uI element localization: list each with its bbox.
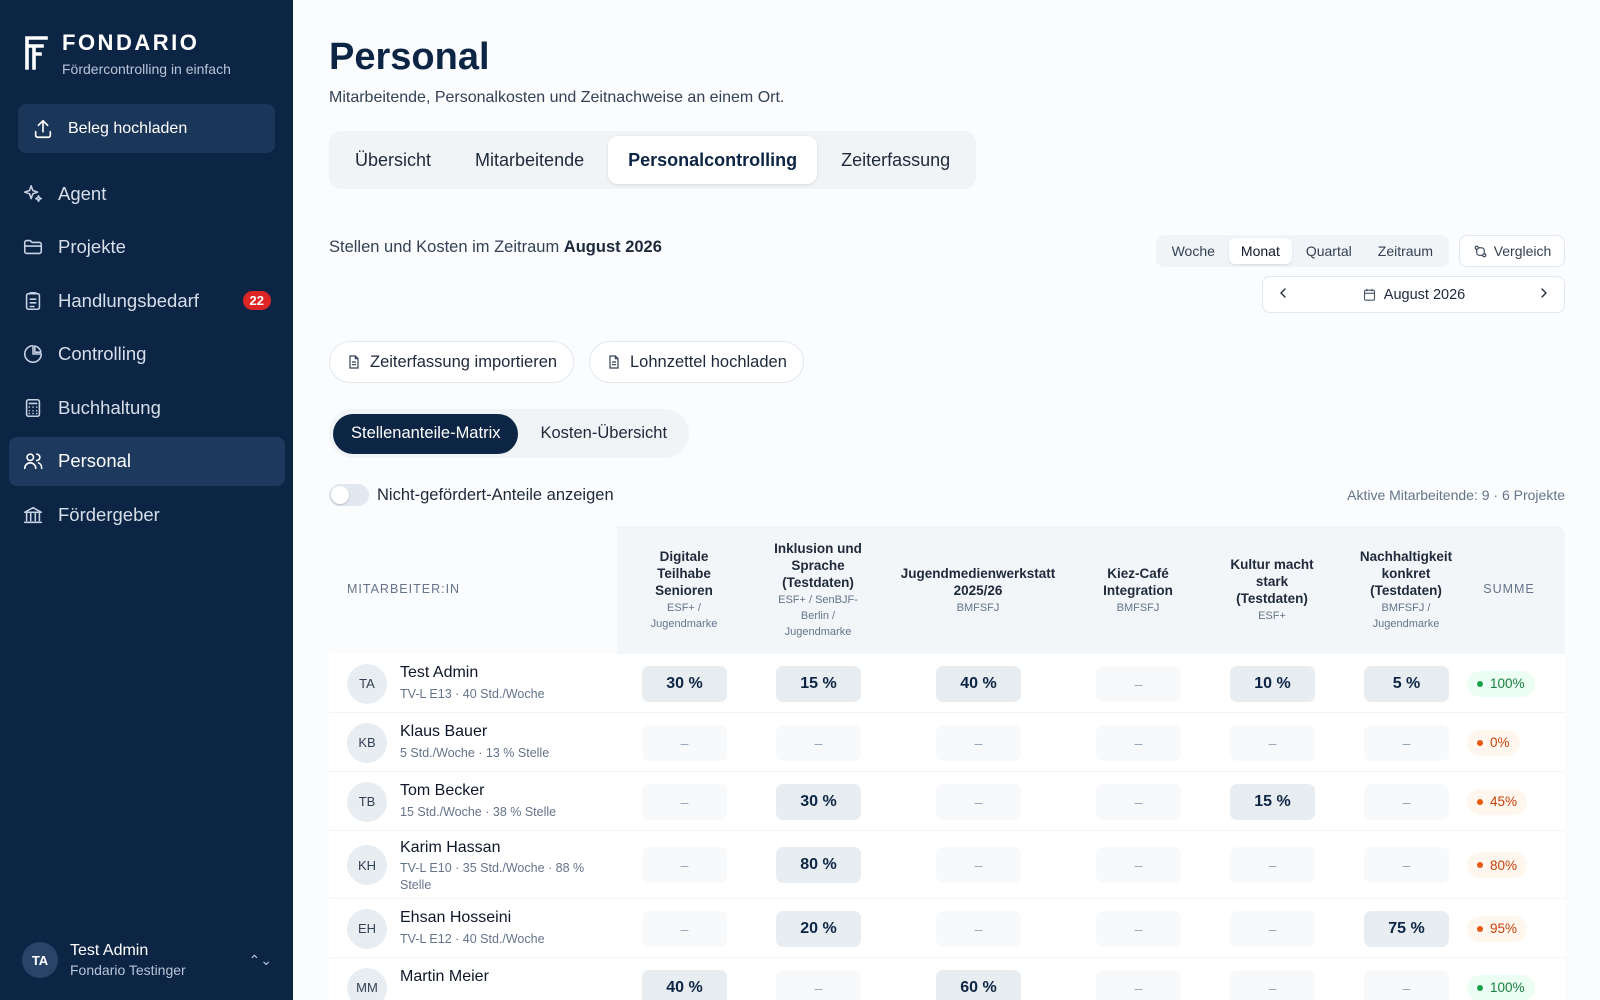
upload-receipt-button[interactable] [18, 104, 275, 153]
compare-icon [1473, 244, 1488, 259]
view-costs[interactable]: Kosten-Übersicht [540, 424, 668, 442]
project-funder: BMFSFJ [956, 601, 1000, 614]
allocation-cell[interactable]: – [642, 784, 727, 820]
sidebar-item-label: Projekte [58, 236, 126, 257]
allocation-cell[interactable]: – [1364, 847, 1449, 883]
sum-value: 0% [1490, 735, 1510, 750]
document-icon [346, 354, 362, 370]
employee-name[interactable]: Test Admin [400, 663, 479, 681]
period-value: August 2026 [563, 238, 662, 256]
project-name: Nachhaltigkeit konkret (Testdaten) [1359, 549, 1453, 598]
import-timesheet-label: Zeiterfassung importieren [370, 352, 558, 371]
calculator-icon [22, 397, 44, 419]
users-icon [22, 450, 44, 472]
table-row[interactable] [329, 654, 1565, 713]
allocation-cell[interactable]: 10 % [1230, 666, 1315, 702]
tab-personalcontrolling[interactable]: Personalcontrolling [608, 136, 817, 184]
header-employee: MITARBEITER:IN [347, 582, 461, 596]
sum-badge [1467, 730, 1520, 756]
employee-meta: TV-L E12 · 40 Std./Woche [400, 931, 545, 946]
allocation-cell[interactable]: – [1230, 970, 1315, 1000]
logo-icon [24, 34, 50, 70]
employee-name[interactable]: Martin Meier [400, 967, 489, 985]
header-sum: SUMME [1483, 582, 1535, 596]
allocation-cell[interactable]: – [1096, 784, 1181, 820]
sidebar-item-handlungsbedarf[interactable] [9, 276, 285, 325]
header-project[interactable] [1083, 526, 1193, 654]
status-dot-icon [1477, 926, 1483, 932]
sidebar-item-buchhaltung[interactable] [9, 383, 285, 432]
user-name: Test Admin [70, 942, 149, 959]
sidebar-item-controlling[interactable] [9, 330, 285, 379]
document-icon [606, 354, 622, 370]
page-title: Personal [329, 36, 490, 78]
mode-monat[interactable]: Monat [1229, 238, 1292, 264]
allocation-cell[interactable]: – [642, 847, 727, 883]
import-timesheet-button[interactable] [329, 341, 574, 383]
mode-quartal[interactable]: Quartal [1305, 243, 1352, 259]
sidebar-item-projekte[interactable] [9, 223, 285, 272]
allocation-cell[interactable]: 80 % [776, 847, 861, 883]
allocation-cell[interactable]: 60 % [936, 970, 1021, 1000]
sum-badge [1467, 671, 1535, 697]
folder-icon [22, 236, 44, 258]
allocation-cell[interactable]: – [1364, 970, 1449, 1000]
sum-badge [1467, 852, 1527, 878]
allocation-cell[interactable]: 5 % [1364, 666, 1449, 702]
tab-mitarbeitende[interactable]: Mitarbeitende [475, 149, 585, 170]
main-content [329, 0, 1565, 1000]
avatar: MM [347, 968, 387, 1000]
allocation-cell[interactable]: 30 % [642, 666, 727, 702]
project-funder: ESF+ / SenBJF- Berlin / Jugendmarke [778, 594, 858, 638]
employee-name[interactable]: Klaus Bauer [400, 722, 488, 740]
avatar: KH [347, 845, 387, 885]
sum-value: 45% [1490, 794, 1518, 809]
allocation-cell[interactable]: – [936, 725, 1021, 761]
sidebar-item-label: Fördergeber [58, 503, 160, 525]
brand-name: FONDARIO [62, 30, 200, 55]
employee-name[interactable]: Ehsan Hosseini [400, 908, 512, 926]
tab-uebersicht[interactable]: Übersicht [355, 149, 432, 170]
current-period-label: August 2026 [1383, 286, 1466, 303]
sum-value: 100% [1490, 676, 1525, 691]
pie-chart-icon [22, 343, 44, 365]
sum-badge [1467, 916, 1527, 942]
sum-value: 100% [1490, 980, 1525, 995]
table-row[interactable] [329, 899, 1565, 958]
current-period[interactable] [1362, 287, 1465, 303]
allocation-cell[interactable]: – [1096, 911, 1181, 947]
compare-label: Vergleich [1493, 243, 1552, 259]
status-dot-icon [1477, 862, 1483, 868]
employee-meta: 15 Std./Woche · 38 % Stelle [400, 804, 557, 819]
sidebar-item-label: Handlungsbedarf [58, 289, 199, 311]
allocation-cell[interactable]: – [1364, 784, 1449, 820]
sidebar-item-label: Personal [58, 450, 132, 471]
allocation-cell[interactable]: 75 % [1364, 911, 1449, 947]
avatar: TA [22, 942, 58, 978]
view-selector [329, 409, 689, 458]
allocation-cell[interactable]: – [776, 970, 861, 1000]
unfunded-toggle[interactable] [329, 484, 369, 506]
allocation-cell[interactable]: – [1096, 970, 1181, 1000]
avatar: KB [347, 723, 387, 763]
page-subtitle: Mitarbeitende, Personalkosten und Zeitnachweise an einem Ort. [329, 89, 785, 106]
user-org: Fondario Testinger [70, 962, 186, 978]
active-count: Aktive Mitarbeitende: 9 · 6 Projekte [1347, 487, 1565, 503]
employee-name[interactable]: Karim Hassan [400, 839, 501, 856]
upload-receipt-label: Beleg hochladen [68, 119, 188, 137]
chevron-up-down-icon: ⌃⌄ [248, 951, 272, 968]
chevron-right-icon[interactable] [1536, 285, 1552, 305]
avatar: EH [347, 909, 387, 949]
project-name: Digitale Teilhabe Senioren [655, 549, 713, 598]
brand-tagline: Fördercontrolling in einfach [62, 61, 231, 77]
date-navigator [1262, 276, 1565, 313]
period-prefix: Stellen und Kosten im Zeitraum [329, 238, 560, 256]
sum-badge [1467, 789, 1527, 815]
table-row[interactable] [329, 772, 1565, 831]
allocation-cell[interactable]: – [1230, 725, 1315, 761]
sidebar [0, 0, 293, 1000]
header-project[interactable] [1217, 526, 1327, 654]
allocation-cell[interactable]: – [1096, 666, 1181, 702]
project-funder: BMFSFJ / Jugendmarke [1372, 602, 1440, 630]
sum-badge [1467, 975, 1535, 1000]
allocation-cell[interactable]: – [936, 847, 1021, 883]
employee-name[interactable]: Tom Becker [400, 781, 485, 799]
allocation-cell[interactable]: – [776, 725, 861, 761]
sidebar-item-agent[interactable] [9, 169, 285, 218]
allocation-cell[interactable]: – [1230, 911, 1315, 947]
upload-payslip-button[interactable] [589, 341, 804, 383]
clipboard-icon [22, 290, 44, 312]
allocation-cell[interactable]: 20 % [776, 911, 861, 947]
sidebar-item-label: Controlling [58, 343, 147, 364]
upload-icon [32, 118, 54, 140]
allocation-cell[interactable]: – [642, 911, 727, 947]
sidebar-nav [9, 169, 285, 544]
tab-zeiterfassung[interactable]: Zeiterfassung [841, 149, 951, 170]
allocation-cell[interactable]: 15 % [1230, 784, 1315, 820]
sidebar-item-label: Agent [58, 182, 107, 204]
project-name: Kultur macht stark (Testdaten) [1230, 557, 1314, 606]
allocation-cell[interactable]: 40 % [642, 970, 727, 1000]
header-project[interactable] [1346, 526, 1466, 654]
mode-woche[interactable]: Woche [1171, 243, 1215, 259]
allocation-cell[interactable]: – [1096, 725, 1181, 761]
bank-icon [22, 504, 44, 526]
header-project[interactable] [629, 526, 739, 654]
project-name: Jugendmedienwerkstatt 2025/26 [900, 565, 1056, 598]
allocation-cell[interactable]: – [642, 725, 727, 761]
project-name: Kiez-Café Integration [1103, 565, 1173, 598]
status-dot-icon [1477, 985, 1483, 991]
sidebar-item-label: Buchhaltung [58, 396, 161, 418]
unfunded-toggle-label: Nicht-gefördert-Anteile anzeigen [377, 485, 614, 504]
notification-badge: 22 [243, 291, 271, 310]
sidebar-item-personal[interactable] [9, 437, 285, 486]
period-summary [329, 238, 662, 257]
matrix-header [329, 526, 1565, 654]
sum-value: 95% [1490, 921, 1518, 936]
calendar-icon [1362, 287, 1377, 302]
table-row[interactable] [329, 958, 1565, 1000]
project-funder: ESF+ [1258, 610, 1286, 622]
allocation-cell[interactable]: 40 % [936, 666, 1021, 702]
sum-value: 80% [1490, 857, 1518, 873]
employee-meta: 5 Std./Woche · 13 % Stelle [400, 745, 550, 760]
period-mode-selector [1156, 235, 1449, 267]
header-project[interactable] [758, 526, 878, 654]
sidebar-item-foerdergeber[interactable] [9, 490, 285, 539]
avatar: TA [347, 664, 387, 704]
header-project[interactable] [893, 526, 1063, 654]
employee-meta: TV-L E13 · 40 Std./Woche [400, 686, 545, 701]
allocation-cell[interactable]: – [936, 784, 1021, 820]
status-dot-icon [1477, 740, 1483, 746]
allocation-cell[interactable]: – [1230, 847, 1315, 883]
allocation-cell[interactable]: – [936, 911, 1021, 947]
brand[interactable] [24, 30, 231, 77]
toggle-knob [331, 486, 349, 504]
allocation-cell[interactable]: – [1096, 847, 1181, 883]
project-funder: ESF+ / Jugendmarke [650, 602, 718, 630]
unfunded-toggle-row [329, 484, 614, 506]
allocation-cell[interactable]: 30 % [776, 784, 861, 820]
avatar: TB [347, 782, 387, 822]
mode-zeitraum[interactable]: Zeitraum [1377, 243, 1433, 259]
status-dot-icon [1477, 799, 1483, 805]
compare-button[interactable] [1459, 235, 1565, 267]
table-row[interactable] [329, 713, 1565, 772]
view-matrix[interactable]: Stellenanteile-Matrix [333, 414, 518, 454]
allocation-cell[interactable]: – [1364, 725, 1449, 761]
chevron-left-icon[interactable] [1275, 285, 1291, 305]
user-menu[interactable] [22, 942, 272, 978]
project-name: Inklusion und Sprache (Testdaten) [774, 541, 862, 590]
allocation-cell[interactable]: 15 % [776, 666, 861, 702]
upload-payslip-label: Lohnzettel hochladen [630, 352, 787, 371]
section-tabs [329, 131, 976, 189]
table-row[interactable] [329, 831, 1565, 899]
employee-meta: TV-L E10 · 35 Std./Woche · 88 % Stelle [400, 861, 585, 892]
status-dot-icon [1477, 681, 1483, 687]
allocation-matrix [329, 526, 1565, 1000]
sparkles-icon [22, 183, 44, 205]
project-funder: BMFSFJ [1116, 601, 1160, 614]
